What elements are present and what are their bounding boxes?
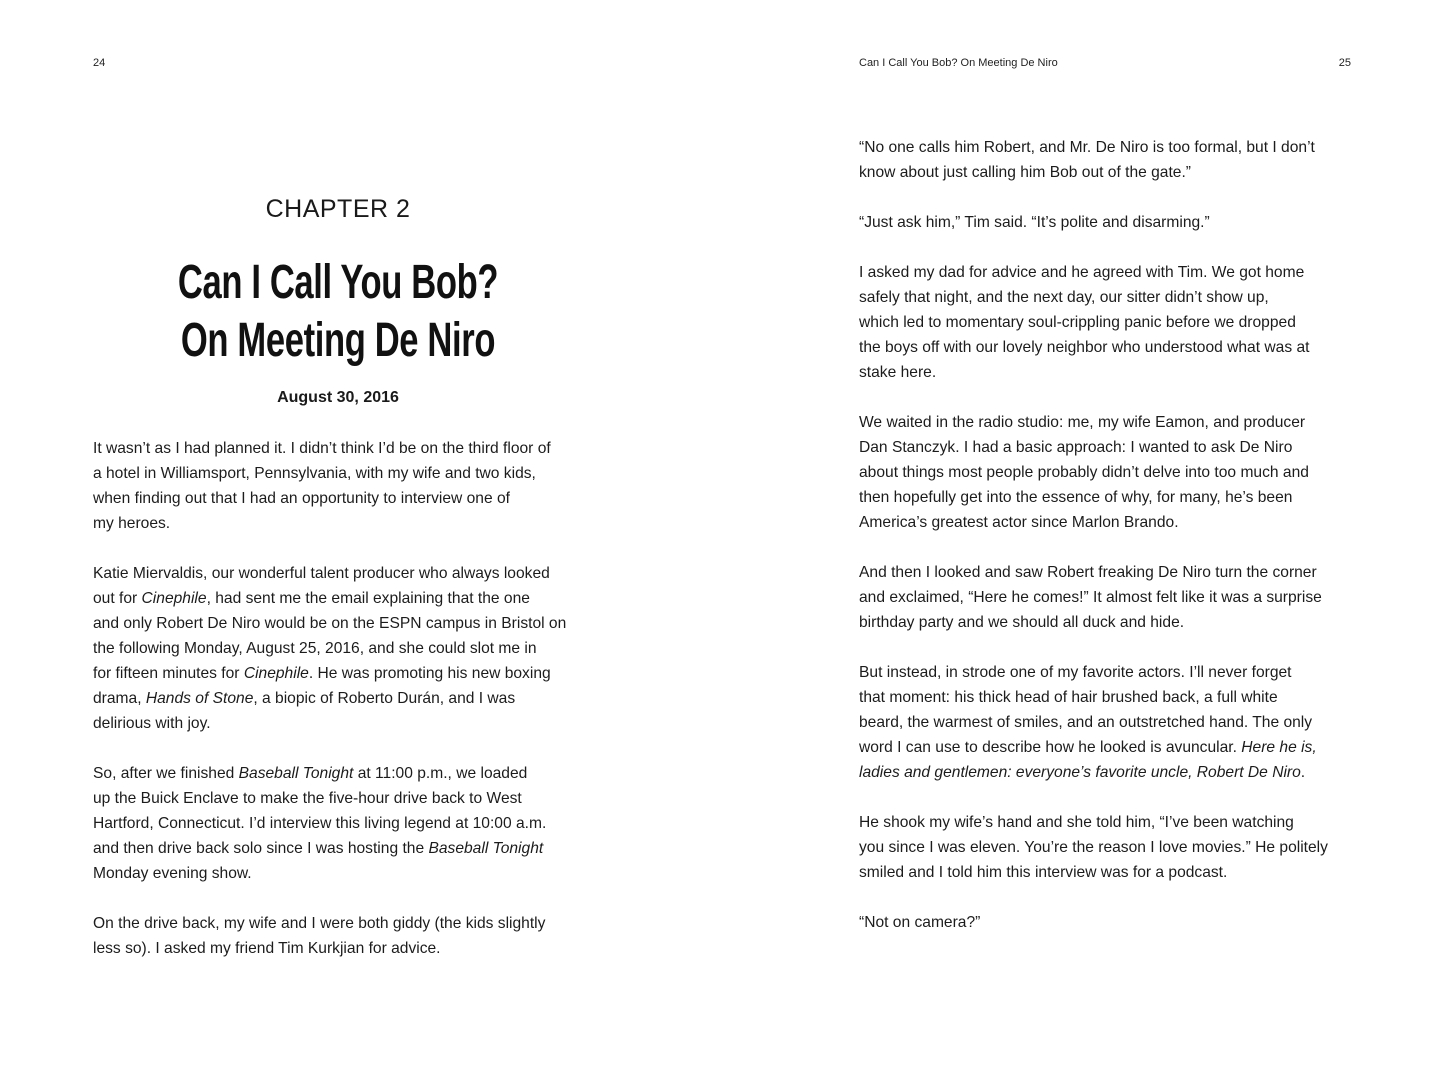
text-line: “Just ask him,” Tim said. “It’s polite and disarming.” [859, 214, 1210, 231]
text-run: for fifteen minutes for [93, 665, 244, 682]
text-line [93, 561, 583, 586]
text-run: the following Monday, August 25, 2016, and she could slot me in [93, 640, 537, 657]
text-line: which led to momentary soul-crippling panic before we dropped [859, 314, 1296, 331]
text-run: out for [93, 590, 142, 607]
text-run: and only Robert De Niro would be on the ESPN campus in Bristol on [93, 615, 567, 632]
text-line: stake here. [859, 364, 937, 381]
body-text [859, 135, 1349, 960]
text-line [93, 586, 583, 611]
text-line [859, 660, 1349, 685]
paragraph [93, 436, 583, 536]
text-line: then hopefully get into the essence of why, for many, he’s been [859, 489, 1293, 506]
text-run: So, after we finished [93, 765, 239, 782]
text-run: delirious with joy. [93, 715, 211, 732]
right-page [722, 0, 1445, 1084]
text-run: , had sent me the email explaining that the one [206, 590, 530, 607]
italic-text: Cinephile [141, 590, 207, 607]
italic-text: Cinephile [243, 665, 309, 682]
text-line: And then I looked and saw Robert freaking De Niro turn the corner [859, 564, 1317, 581]
text-line: about things most people probably didn’t delve into too much and [859, 464, 1309, 481]
text-line: smiled and I told him this interview was for a podcast. [859, 864, 1228, 881]
text-run: that moment: his thick head of hair brushed back, a full white [859, 689, 1278, 706]
text-line [859, 685, 1349, 710]
text-line: It wasn’t as I had planned it. I didn’t think I’d be on the third floor of [93, 440, 551, 457]
text-line [93, 636, 583, 661]
chapter-title [162, 254, 515, 370]
paragraph [93, 561, 583, 736]
text-run: But instead, in strode one of my favorite actors. I’ll never forget [859, 664, 1292, 681]
paragraph [859, 210, 1349, 235]
text-line: “Not on camera?” [859, 914, 981, 931]
text-line [93, 786, 583, 811]
text-line: and exclaimed, “Here he comes!” It almost felt like it was a surprise [859, 589, 1322, 606]
text-line [93, 611, 583, 636]
text-line: Dan Stanczyk. I had a basic approach: I wanted to ask De Niro [859, 439, 1293, 456]
text-line: know about just calling him Bob out of the gate.” [859, 164, 1191, 181]
text-line: America’s greatest actor since Marlon Brando. [859, 514, 1179, 531]
chapter-title-line: Can I Call You Bob? [177, 256, 499, 309]
text-line: “No one calls him Robert, and Mr. De Niro is too formal, but I don’t [859, 139, 1315, 156]
italic-text: ladies and gentlemen: everyone’s favorite uncle, Robert De Niro [859, 764, 1301, 781]
text-line: you since I was eleven. You’re the reason I love movies.” He politely [859, 839, 1328, 856]
text-line [93, 811, 583, 836]
running-head: Can I Call You Bob? On Meeting De Niro [859, 57, 1058, 69]
italic-text: Here he is, [1241, 739, 1317, 756]
text-line: He shook my wife’s hand and she told him, “I’ve been watching [859, 814, 1294, 831]
text-line: the boys off with our lovely neighbor who understood what was at [859, 339, 1310, 356]
paragraph [859, 910, 1349, 935]
text-line: when finding out that I had an opportunity to interview one of [93, 490, 510, 507]
text-line [93, 661, 583, 686]
paragraph [93, 911, 583, 961]
paragraph [859, 260, 1349, 385]
text-line: less so). I asked my friend Tim Kurkjian for advice. [93, 940, 441, 957]
text-line [93, 761, 583, 786]
text-line: I asked my dad for advice and he agreed with Tim. We got home [859, 264, 1305, 281]
text-line: a hotel in Williamsport, Pennsylvania, with my wife and two kids, [93, 465, 536, 482]
text-line [859, 710, 1349, 735]
text-line [93, 686, 583, 711]
paragraph [859, 810, 1349, 885]
page-number: 25 [1338, 57, 1351, 69]
text-line [93, 836, 583, 861]
italic-text: Hands of Stone [145, 690, 254, 707]
text-line: safely that night, and the next day, our sitter didn’t show up, [859, 289, 1269, 306]
chapter-label: CHAPTER 2 [265, 195, 411, 223]
text-run: and then drive back solo since I was hosting the [93, 840, 429, 857]
text-run: word I can use to describe how he looked is avuncular. [859, 739, 1242, 756]
italic-text: Baseball Tonight [238, 765, 354, 782]
text-run: beard, the warmest of smiles, and an outstretched hand. The only [859, 714, 1313, 731]
text-line: We waited in the radio studio: me, my wife Eamon, and producer [859, 414, 1306, 431]
text-line [859, 760, 1349, 785]
text-run: Hartford, Connecticut. I’d interview this living legend at 10:00 a.m. [93, 815, 547, 832]
text-line: my heroes. [93, 515, 171, 532]
page-number: 24 [93, 57, 106, 69]
text-run: up the Buick Enclave to make the five-hour drive back to West [93, 790, 522, 807]
body-text [93, 436, 583, 986]
text-run: drama, [93, 690, 146, 707]
chapter-title-line: On Meeting De Niro [180, 314, 496, 367]
text-line: On the drive back, my wife and I were both giddy (the kids slightly [93, 915, 546, 932]
text-run: Katie Miervaldis, our wonderful talent producer who always looked [93, 565, 550, 582]
text-run: . [1300, 764, 1306, 781]
text-line [859, 735, 1349, 760]
paragraph [859, 135, 1349, 185]
text-line [93, 861, 583, 886]
paragraph [859, 560, 1349, 635]
paragraph [859, 660, 1349, 785]
paragraph [859, 410, 1349, 535]
italic-text: Baseball Tonight [428, 840, 544, 857]
text-run: , a biopic of Roberto Durán, and I was [253, 690, 516, 707]
text-run: . He was promoting his new boxing [308, 665, 551, 682]
chapter-date: August 30, 2016 [277, 389, 399, 406]
left-page [0, 0, 722, 1084]
text-line: birthday party and we should all duck and hide. [859, 614, 1185, 631]
text-run: Monday evening show. [93, 865, 252, 882]
text-run: at 11:00 p.m., we loaded [353, 765, 528, 782]
text-line [93, 711, 583, 736]
paragraph [93, 761, 583, 886]
